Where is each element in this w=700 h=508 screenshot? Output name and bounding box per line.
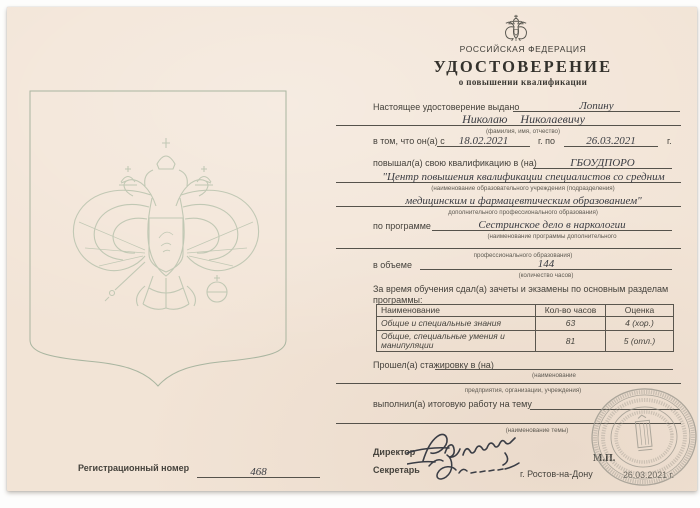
internship-continuation-line <box>336 383 681 384</box>
row-grade: 4 (хор.) <box>606 317 674 331</box>
organization-abbr-value: ГБОУДПОРО <box>570 157 635 169</box>
organization-caption1: (наименование образовательного учреждения (подразделения) <box>431 185 615 192</box>
col-header-hours: Кол-во часов <box>536 305 606 317</box>
country-title: РОССИЙСКАЯ ФЕДЕРАЦИЯ <box>459 44 587 54</box>
table-row <box>377 317 674 331</box>
col-header-grade: Оценка <box>606 305 674 317</box>
director-label: Директор <box>373 447 416 457</box>
registration-number-label: Регистрационный номер <box>78 463 190 473</box>
document-subtitle: о повышении квалификации <box>458 77 588 87</box>
program-label: по программе <box>373 221 431 231</box>
internship-field <box>435 356 673 370</box>
thesis-label: выполнил(а) итоговую работу на тему <box>373 399 532 409</box>
date-to-value: 26.03.2021 <box>586 135 636 147</box>
organization-line2-field <box>336 193 681 207</box>
volume-hours-field <box>420 256 672 270</box>
program-name-value: Сестринское дело в наркологии <box>478 219 626 231</box>
row-hours: 81 <box>536 331 606 352</box>
volume-label: в объеме <box>373 260 412 270</box>
organization-caption2: дополнительного профессионального образования) <box>448 209 598 216</box>
grades-table <box>376 304 674 352</box>
row-name: Общие, специальные умения и манипуляции <box>377 331 536 352</box>
program-caption1: (наименование программы дополнительного <box>487 233 617 240</box>
program-caption2: профессионального образования) <box>473 252 573 259</box>
volume-caption: (количество часов) <box>518 272 574 279</box>
exams-text-line1: За время обучения сдал(а) зачеты и экзамены по основным разделам <box>373 284 669 294</box>
table-row <box>377 331 674 352</box>
name-patronymic-field <box>336 112 681 126</box>
row-grade: 5 (отл.) <box>606 331 674 352</box>
program-name-field <box>432 217 672 231</box>
exams-text-line2: программы: <box>373 295 423 305</box>
col-header-name: Наименование <box>377 305 536 317</box>
volume-hours-value: 144 <box>537 258 555 270</box>
date-from-value: 18.02.2021 <box>458 135 509 147</box>
name-patronymic-value: Николаю Николаевичу <box>462 112 585 126</box>
period-suffix-label: г. <box>667 136 672 146</box>
secretary-signature <box>407 451 525 491</box>
organization-abbr-field <box>533 155 672 169</box>
program-continuation-line <box>336 248 681 249</box>
period-mid-label: г. по <box>538 136 556 146</box>
issued-to-label: Настоящее удостоверение выдано <box>373 102 520 112</box>
row-hours: 63 <box>536 317 606 331</box>
registration-number-value: 468 <box>250 466 267 478</box>
qualification-label: повышал(а) свою квалификацию в (на) <box>373 158 537 168</box>
issue-city: г. Ростов-на-Дону <box>520 469 593 479</box>
surname-field <box>513 98 680 112</box>
secretary-label: Секретарь <box>373 465 420 475</box>
right-page <box>7 7 697 491</box>
document-title: УДОСТОВЕРЕНИЕ <box>433 57 613 76</box>
stamp-place-label: М.П. <box>593 453 616 464</box>
date-from-field <box>437 133 530 147</box>
table-header-row <box>377 305 674 317</box>
round-stamp <box>585 385 697 491</box>
organization-line2-value: медицинским и фармацевтическим образованием" <box>405 195 642 207</box>
thesis-caption: (наименование темы) <box>505 427 569 434</box>
internship-label: Прошел(а) стажировку в (на) <box>373 360 494 370</box>
row-name: Общие и специальные знания <box>377 317 536 331</box>
surname-value: Лопину <box>579 100 614 112</box>
issue-date: 26.03.2021 г. <box>623 470 675 480</box>
internship-caption2: предприятия, организации, учреждения) <box>464 387 582 394</box>
organization-line1-field <box>336 169 681 183</box>
certificate-paper <box>7 7 697 491</box>
fio-caption: (фамилия, имя, отчество) <box>485 128 561 135</box>
date-to-field <box>564 133 658 147</box>
period-prefix-label: в том, что он(а) с <box>373 136 445 146</box>
internship-caption1: (наименование <box>532 372 576 379</box>
eagle-emblem-icon <box>503 13 529 41</box>
organization-line1-value: "Центр повышения квалификации специалистов со средним <box>382 171 665 183</box>
